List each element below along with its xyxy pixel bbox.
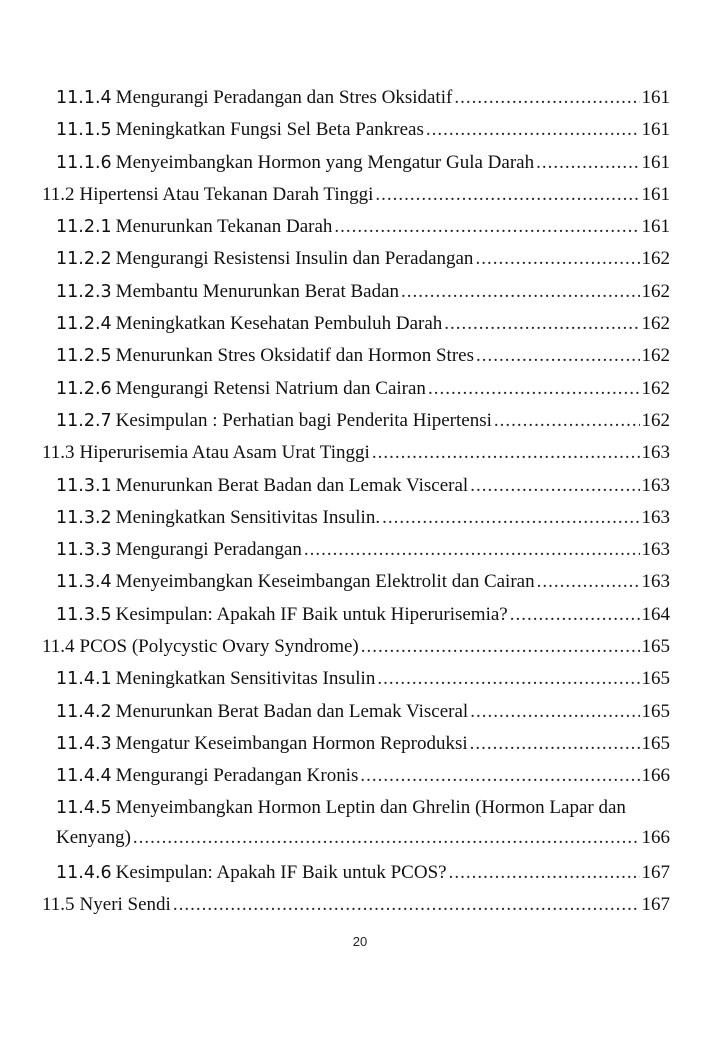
- dot-leader: [375, 179, 639, 211]
- dot-leader: [470, 470, 639, 502]
- toc-entry-number: 11.2.3: [56, 281, 112, 302]
- dot-leader: [401, 276, 639, 308]
- toc-entry-title: Kesimpulan : Perhatian bagi Penderita Hipertensi: [115, 409, 492, 431]
- toc-entry-page: 163: [641, 474, 670, 496]
- toc-entry[interactable]: [56, 243, 670, 275]
- toc-entry[interactable]: [56, 470, 670, 502]
- toc-entry-title: Nyeri Sendi: [79, 893, 171, 915]
- dot-leader: [537, 566, 640, 598]
- dot-leader: [334, 211, 639, 243]
- toc-entry[interactable]: [56, 405, 670, 437]
- toc-entry-number: 11.3.5: [56, 604, 112, 625]
- toc-entry-page: 163: [641, 442, 670, 464]
- toc-entry-page: 161: [641, 87, 670, 108]
- toc-entry-title: Meningkatkan Sensitivitas Insulin: [115, 668, 376, 690]
- toc-entry-number: 11.4: [42, 636, 75, 658]
- toc-entry-page: 161: [641, 151, 670, 173]
- toc-entry-page: 163: [641, 539, 670, 561]
- toc-entry-title: Mengurangi Peradangan Kronis: [115, 765, 359, 787]
- toc-entry-page: 162: [641, 248, 670, 270]
- toc-entry-title: Meningkatkan Fungsi Sel Beta Pankreas: [115, 119, 424, 141]
- toc-entry-title: Menurunkan Berat Badan dan Lemak Visceral: [115, 474, 469, 496]
- dot-leader: [444, 308, 639, 340]
- toc-entry-number: 11.2.4: [56, 314, 112, 335]
- dot-leader: [536, 147, 639, 179]
- toc-entry-number: 11.2.7: [56, 410, 112, 431]
- toc-entry-title: Mengurangi Resistensi Insulin dan Peradangan: [115, 248, 474, 270]
- toc-entry-page: 164: [641, 603, 670, 625]
- toc-entry[interactable]: [56, 276, 670, 308]
- toc-entry[interactable]: [56, 599, 670, 631]
- toc-entry-title-line2: Kenyang): [56, 826, 131, 848]
- dot-leader: [372, 437, 640, 469]
- toc-entry-number: 11.1.6: [56, 152, 112, 173]
- toc-entry-number: 11.1.4: [56, 88, 112, 108]
- toc-entry-title: Hiperurisemia Atau Asam Urat Tinggi: [79, 442, 370, 464]
- toc-entry[interactable]: [56, 566, 670, 598]
- toc-entry-number: 11.4.3: [56, 733, 112, 754]
- toc-entry[interactable]: [56, 147, 670, 179]
- dot-leader: [449, 857, 640, 889]
- dot-leader: [361, 631, 640, 663]
- toc-entry[interactable]: [56, 82, 670, 114]
- table-of-contents: [0, 82, 720, 921]
- dot-leader: [470, 728, 640, 760]
- toc-entry[interactable]: [56, 373, 670, 405]
- toc-entry-title: Menurunkan Berat Badan dan Lemak Visceral: [115, 700, 469, 722]
- toc-entry-number: 11.3.3: [56, 540, 112, 561]
- toc-entry-number: 11.4.1: [56, 669, 112, 690]
- dot-leader: [470, 696, 639, 728]
- toc-entry-title: PCOS (Polycystic Ovary Syndrome): [79, 636, 359, 658]
- toc-entry-title: Menurunkan Stres Oksidatif dan Hormon Stres: [115, 345, 474, 367]
- dot-leader: [476, 340, 640, 372]
- toc-entry-title: Hipertensi Atau Tekanan Darah Tinggi: [79, 183, 374, 205]
- toc-entry-number: 11.1.5: [56, 120, 112, 141]
- toc-entry-page: 165: [641, 732, 670, 754]
- toc-entry[interactable]: [56, 760, 670, 792]
- toc-entry-number: 11.3: [42, 442, 75, 464]
- toc-entry-title: Menurunkan Tekanan Darah: [115, 216, 333, 238]
- toc-entry-number: 11.4.2: [56, 701, 112, 722]
- dot-leader: [173, 889, 640, 921]
- toc-entry-title: Mengurangi Peradangan: [115, 539, 302, 561]
- toc-entry-page: 163: [641, 506, 670, 528]
- dot-leader: [454, 82, 639, 114]
- toc-section-entry[interactable]: [42, 437, 670, 469]
- toc-entry-page: 163: [641, 571, 670, 593]
- toc-entry[interactable]: [56, 308, 670, 340]
- toc-entry-title: Meningkatkan Kesehatan Pembuluh Darah: [115, 313, 443, 335]
- toc-entry-page: 166: [641, 826, 670, 848]
- toc-entry-title: Mengurangi Peradangan dan Stres Oksidatif: [115, 87, 453, 108]
- toc-entry-number: 11.4.6: [56, 862, 112, 883]
- toc-entry-title: Kesimpulan: Apakah IF Baik untuk Hiperurisemia?: [115, 603, 508, 625]
- toc-entry[interactable]: [56, 534, 670, 566]
- dot-leader: [360, 760, 639, 792]
- toc-entry-number: 11.2.6: [56, 378, 112, 399]
- dot-leader: [510, 599, 640, 631]
- dot-leader: [382, 502, 639, 534]
- toc-entry-number: 11.4.4: [56, 766, 112, 787]
- toc-entry-page: 162: [641, 313, 670, 335]
- toc-entry-number: 11.3.4: [56, 572, 112, 593]
- toc-entry[interactable]: [56, 502, 670, 534]
- toc-entry-page: 161: [641, 119, 670, 141]
- toc-entry-page: 162: [641, 345, 670, 367]
- toc-section-entry[interactable]: [42, 179, 670, 211]
- toc-entry-page: 165: [641, 700, 670, 722]
- toc-entry-number: 11.2: [42, 183, 75, 205]
- toc-entry-page: 161: [641, 216, 670, 238]
- toc-entry-page: 165: [641, 636, 670, 658]
- toc-entry-title: Mengurangi Retensi Natrium dan Cairan: [115, 377, 426, 399]
- dot-leader: [494, 405, 640, 437]
- toc-section-entry[interactable]: [42, 889, 670, 921]
- toc-entry-page: 167: [641, 861, 670, 883]
- toc-entry[interactable]: [56, 793, 670, 857]
- toc-entry-number: 11.3.1: [56, 475, 112, 496]
- toc-entry-number: 11.4.5: [56, 797, 112, 818]
- toc-entry-title: Meningkatkan Sensitivitas Insulin.: [115, 506, 381, 528]
- toc-entry[interactable]: [56, 663, 670, 695]
- toc-entry[interactable]: [56, 728, 670, 760]
- dot-leader: [304, 534, 640, 566]
- toc-section-entry[interactable]: [42, 631, 670, 663]
- toc-entry-title-line1: Menyeimbangkan Hormon Leptin dan Ghrelin (Hormon Lapar dan: [115, 796, 626, 818]
- toc-entry-title: Menyeimbangkan Hormon yang Mengatur Gula Darah: [115, 151, 535, 173]
- dot-leader: [426, 114, 640, 146]
- toc-entry-number: 11.2.5: [56, 346, 112, 367]
- toc-entry-page: 161: [641, 183, 670, 205]
- dot-leader: [133, 823, 640, 853]
- toc-entry-number: 11.2.1: [56, 217, 112, 238]
- toc-entry-title: Membantu Menurunkan Berat Badan: [115, 280, 400, 302]
- toc-entry[interactable]: [56, 114, 670, 146]
- toc-entry[interactable]: [56, 857, 670, 889]
- dot-leader: [377, 663, 639, 695]
- toc-entry-page: 167: [641, 893, 670, 915]
- dot-leader: [475, 243, 639, 275]
- toc-entry-number: 11.5: [42, 893, 75, 915]
- toc-entry[interactable]: [56, 696, 670, 728]
- toc-entry-page: 166: [641, 765, 670, 787]
- toc-entry-title: Mengatur Keseimbangan Hormon Reproduksi: [115, 732, 468, 754]
- toc-entry-number: 11.3.2: [56, 507, 112, 528]
- page-number: 20: [352, 934, 368, 949]
- toc-entry[interactable]: [56, 340, 670, 372]
- toc-entry-title: Kesimpulan: Apakah IF Baik untuk PCOS?: [115, 861, 447, 883]
- toc-entry-number: 11.2.2: [56, 249, 112, 270]
- toc-entry-page: 162: [641, 409, 670, 431]
- toc-entry[interactable]: [56, 211, 670, 243]
- toc-entry-page: 162: [641, 377, 670, 399]
- toc-entry-title: Menyeimbangkan Keseimbangan Elektrolit dan Cairan: [115, 571, 535, 593]
- toc-entry-page: 165: [641, 668, 670, 690]
- dot-leader: [428, 373, 640, 405]
- toc-entry-page: 162: [641, 280, 670, 302]
